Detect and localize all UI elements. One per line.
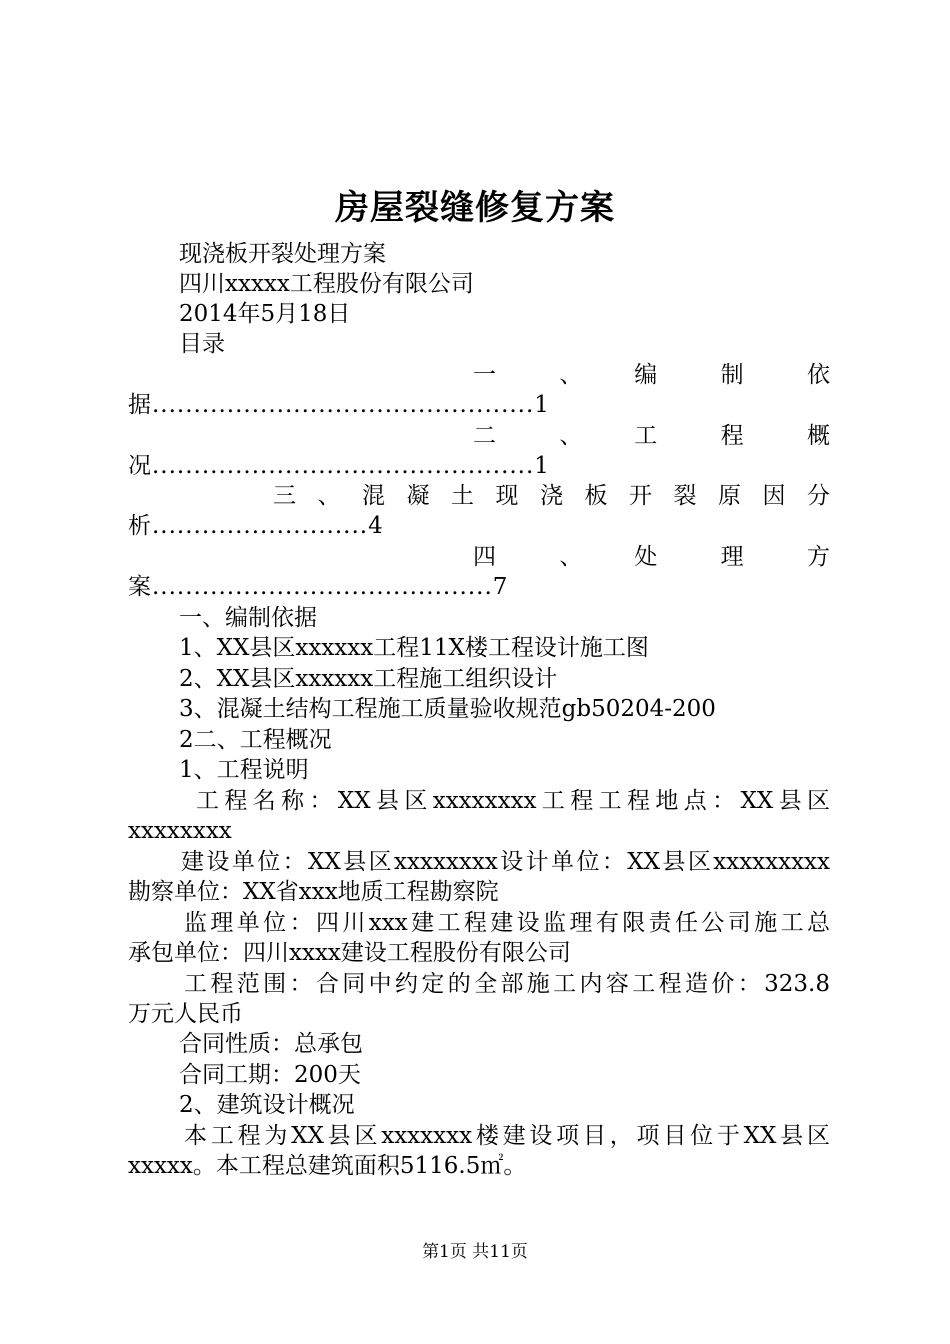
contract-nature-line: 合同性质：总承包 (179, 1031, 363, 1057)
survey-unit-line: 勘察单位：XX省xxx地质工程勘察院 (128, 879, 499, 905)
toc-entry-4-head: 四 、 处 理 方 (473, 544, 830, 570)
toc-entry-3-tail: 析..........................4 (128, 513, 384, 539)
toc-entry-4-tail: 案.........................................7 (128, 574, 509, 600)
project-name-line: 工程名称：XX县区xxxxxxxx工程工程地点：XX县区 (196, 788, 830, 814)
toc-heading: 目录 (179, 331, 225, 357)
section-1-heading: 一、编制依据 (179, 605, 317, 631)
subtitle-line: 现浇板开裂处理方案 (179, 241, 386, 267)
basis-item-3: 3、混凝土结构工程施工质量验收规范gb50204-200 (179, 696, 716, 722)
builder-line: 建设单位：XX县区xxxxxxxx设计单位：XX县区xxxxxxxxx (181, 849, 830, 875)
date-line: 2014年5月18日 (179, 301, 351, 327)
contractor-line: 承包单位：四川xxxx建设工程股份有限公司 (128, 940, 571, 966)
company-line: 四川xxxxx工程股份有限公司 (179, 271, 474, 297)
page-footer: 第1页 共11页 (422, 1242, 528, 1262)
toc-entry-2-tail: 况..............................................1 (128, 453, 550, 479)
scope-cont: 万元人民币 (128, 1001, 243, 1027)
basis-item-2: 2、XX县区xxxxxx工程施工组织设计 (179, 666, 558, 692)
design-overview-cont: xxxxx。本工程总建筑面积5116.5㎡。 (128, 1153, 527, 1179)
toc-entry-3-head: 三 、 混 凝 土 现 浇 板 开 裂 原 因 分 (273, 483, 830, 509)
contract-period-line: 合同工期：200天 (179, 1062, 361, 1088)
basis-item-1: 1、XX县区xxxxxx工程11X楼工程设计施工图 (179, 635, 649, 661)
supervision-line: 监理单位：四川xxx建工程建设监理有限责任公司施工总 (184, 910, 830, 936)
document-title: 房屋裂缝修复方案 (335, 188, 615, 228)
toc-entry-1-tail: 据..............................................1 (128, 392, 550, 418)
design-overview-line: 本工程为XX县区xxxxxxx楼建设项目，项目位于XX县区 (184, 1123, 830, 1149)
project-name-cont: xxxxxxxx (128, 818, 232, 844)
subsection-2-1-heading: 1、工程说明 (179, 757, 309, 783)
subsection-2-2-heading: 2、建筑设计概况 (179, 1092, 355, 1118)
toc-entry-1-head: 一 、 编 制 依 (473, 362, 830, 388)
toc-entry-2-head: 二 、 工 程 概 (473, 423, 830, 449)
section-2-heading: 2二、工程概况 (179, 727, 332, 753)
scope-line: 工程范围：合同中约定的全部施工内容工程造价：323.8 (184, 971, 830, 997)
